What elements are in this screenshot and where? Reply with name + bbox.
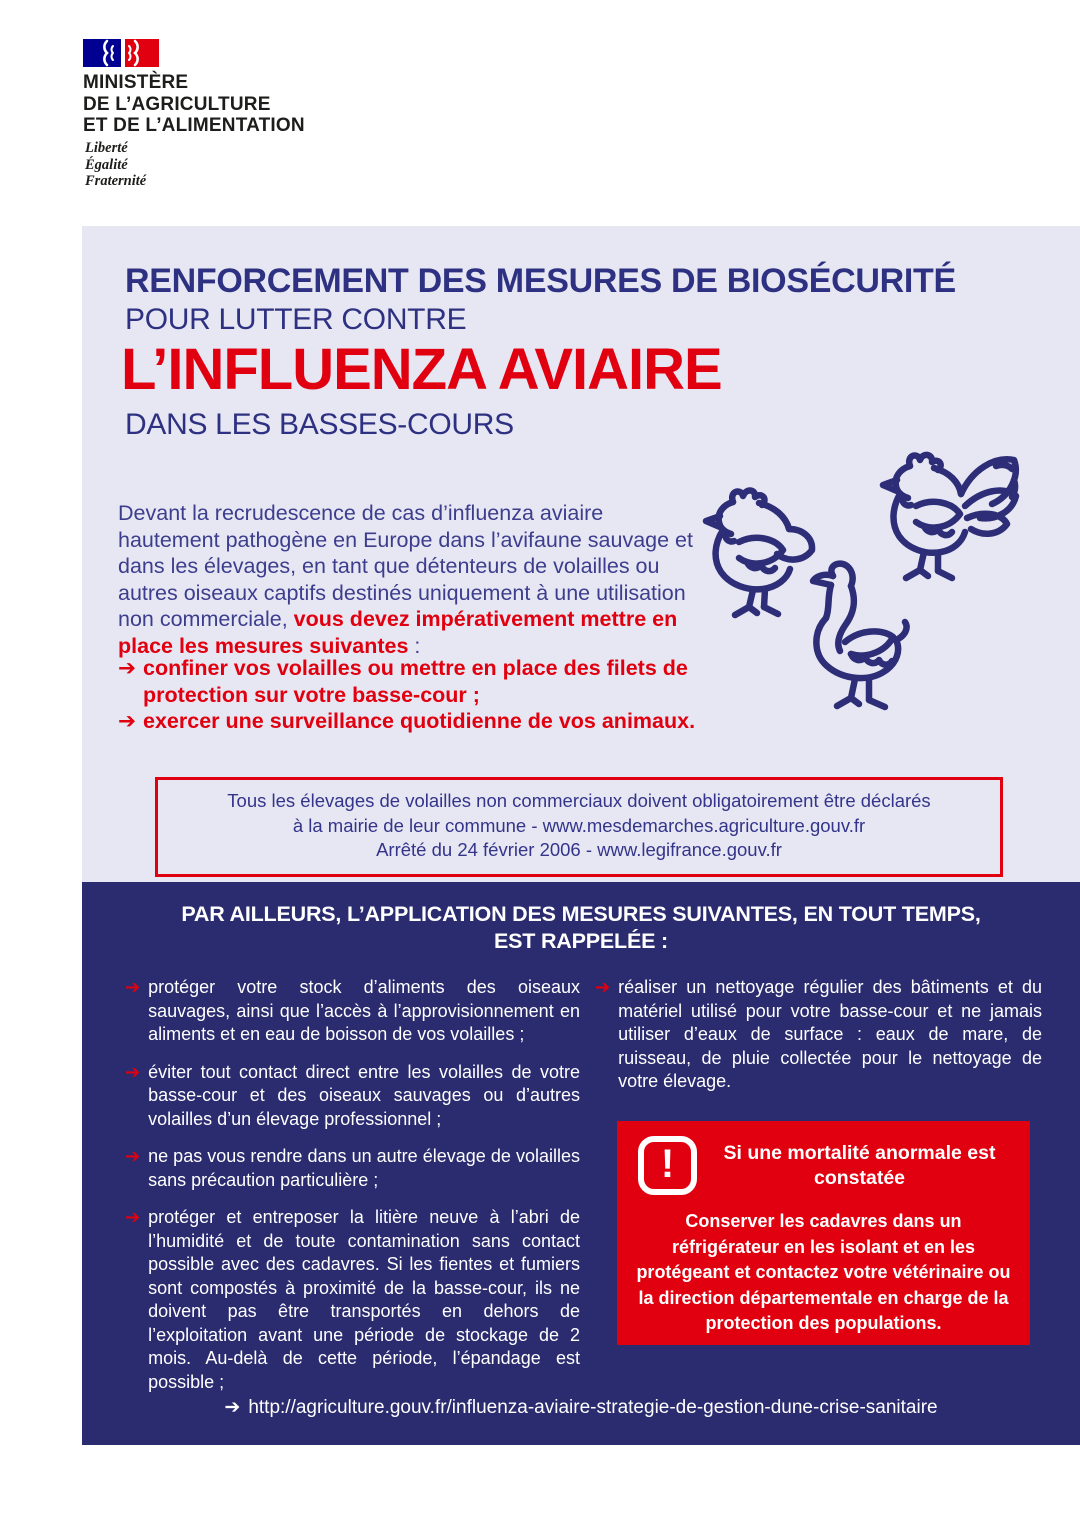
hero-bullet-surveillance — [118, 708, 703, 735]
measure-cleaning — [595, 976, 1042, 1094]
arrow-icon: ➔ — [125, 1061, 141, 1082]
goose-illustration — [813, 564, 907, 707]
hero-bullet-list — [118, 655, 703, 735]
intro-colon: : — [408, 633, 421, 658]
rooster-illustration — [883, 455, 1016, 578]
arrow-icon: ➔ — [118, 709, 137, 733]
measures-left-column — [125, 976, 580, 1408]
arrow-icon: ➔ — [595, 977, 611, 997]
arrow-icon: ➔ — [125, 1146, 141, 1166]
hero-bullet-text: confiner vos volailles ou mettre en place des filets de protection sur votre basse-cour ; — [143, 656, 688, 707]
measure-text: éviter tout contact direct entre les volailles de votre basse-cour et des oiseaux sauvages ou d’autres volailles d’un élevage professionnel ; — [148, 1061, 580, 1129]
hero-bullet-confiner — [118, 655, 703, 708]
measure-text: réaliser un nettoyage régulier des bâtiments et du matériel utilisé pour votre basse-cour et ne jamais utiliser d’eaux de surface : eaux de mare, de ruisseau, de pluie collectée pour le nettoyage de votre élevage. — [618, 977, 1042, 1091]
measures-heading-line: EST RAPPELÉE : — [493, 929, 668, 953]
ministry-name — [83, 72, 305, 137]
notice-line: Arrêté du 24 février 2006 - www.legifrance.gouv.fr — [376, 839, 782, 860]
arrow-icon: ➔ — [224, 1397, 241, 1418]
alert-title: Si une mortalité anormale est constatée — [723, 1142, 996, 1189]
flag-blue-block — [83, 39, 121, 67]
intro-emphasis: vous devez impérativement mettre en place les mesures suivantes — [118, 607, 678, 658]
title-biosecurity: RENFORCEMENT DES MESURES DE BIOSÉCURITÉ — [125, 262, 956, 300]
measure-protect-feed — [125, 976, 580, 1047]
measure-litter-storage — [125, 1206, 580, 1394]
info-link-row — [82, 1396, 1080, 1419]
intro-text: Devant la recrudescence de cas d’influenza aviaire hautement pathogène en Europe dans l’avifaune sauvage et dans les élevages, en tant que détenteurs de volailles ou autres oiseaux captifs destinés uniquement à une utilisation non commerciale, — [118, 501, 693, 631]
measure-avoid-contact — [125, 1061, 580, 1132]
measure-text: protéger et entreposer la litière neuve à l’abri de l’humidité et de toute contamination sans contact possible avec des cadavres. Si les fientes et fumiers sont compostés à proximité de la basse-cour, ils ne doivent pas être transportés en dehors de l’exploitation avant une période de stockage de 2 mois. Au-delà de cette période, l’épandage est possible ; — [148, 1207, 580, 1392]
notice-line: à la mairie de leur commune - www.mesdemarches.agriculture.gouv.fr — [292, 814, 866, 836]
title-pour-lutter: POUR LUTTER CONTRE — [125, 303, 467, 336]
ministry-line: DE L’AGRICULTURE — [83, 93, 271, 115]
notice-line: Tous les élevages de volailles non commerciaux doivent obligatoirement être déclarés — [227, 790, 931, 811]
flag-red-block — [125, 39, 159, 67]
marianne-flag-icon — [83, 39, 159, 67]
republic-motto — [85, 140, 146, 190]
alert-body: Conserver les cadavres dans un réfrigérateur en les isolant et en les protégeant et contactez votre vétérinaire ou la direction départementale en charge de la protection des populations. — [636, 1211, 1011, 1333]
measures-heading — [132, 901, 1030, 955]
declaration-notice-box — [155, 777, 1003, 877]
title-influenza-aviaire: L’INFLUENZA AVIAIRE — [121, 337, 722, 402]
motto-line: Fraternité — [85, 173, 147, 189]
warning-glyph: ! — [660, 1142, 675, 1186]
ministry-line: MINISTÈRE — [83, 72, 189, 93]
mortality-alert-box — [617, 1121, 1030, 1345]
arrow-icon: ➔ — [118, 656, 137, 680]
measures-right-column — [595, 976, 1042, 1108]
arrow-icon: ➔ — [125, 1207, 141, 1227]
title-basses-cours: DANS LES BASSES-COURS — [125, 408, 514, 441]
intro-paragraph — [118, 500, 703, 659]
measure-text: ne pas vous rendre dans un autre élevage de volailles sans précaution particulière ; — [148, 1146, 580, 1190]
motto-line: Liberté — [85, 140, 128, 156]
hero-bullet-text: exercer une surveillance quotidienne de vos animaux. — [143, 709, 696, 733]
ministry-line: ET DE L’ALIMENTATION — [83, 115, 305, 136]
hen-illustration — [706, 490, 812, 615]
measures-heading-line: PAR AILLEURS, L’APPLICATION DES MESURES SUIVANTES, EN TOUT TEMPS, — [181, 902, 981, 926]
arrow-icon: ➔ — [125, 977, 141, 997]
motto-line: Égalité — [85, 156, 128, 173]
measure-no-visits — [125, 1145, 580, 1192]
warning-icon — [638, 1136, 697, 1195]
measure-text: protéger votre stock d’aliments des oiseaux sauvages, ainsi que l’accès à l’approvisionnement en aliments et en eau de boisson de vos volailles ; — [148, 977, 580, 1044]
poultry-illustration — [683, 442, 1068, 722]
info-link[interactable]: http://agriculture.gouv.fr/influenza-aviaire-strategie-de-gestion-dune-crise-sanitaire — [248, 1397, 938, 1418]
